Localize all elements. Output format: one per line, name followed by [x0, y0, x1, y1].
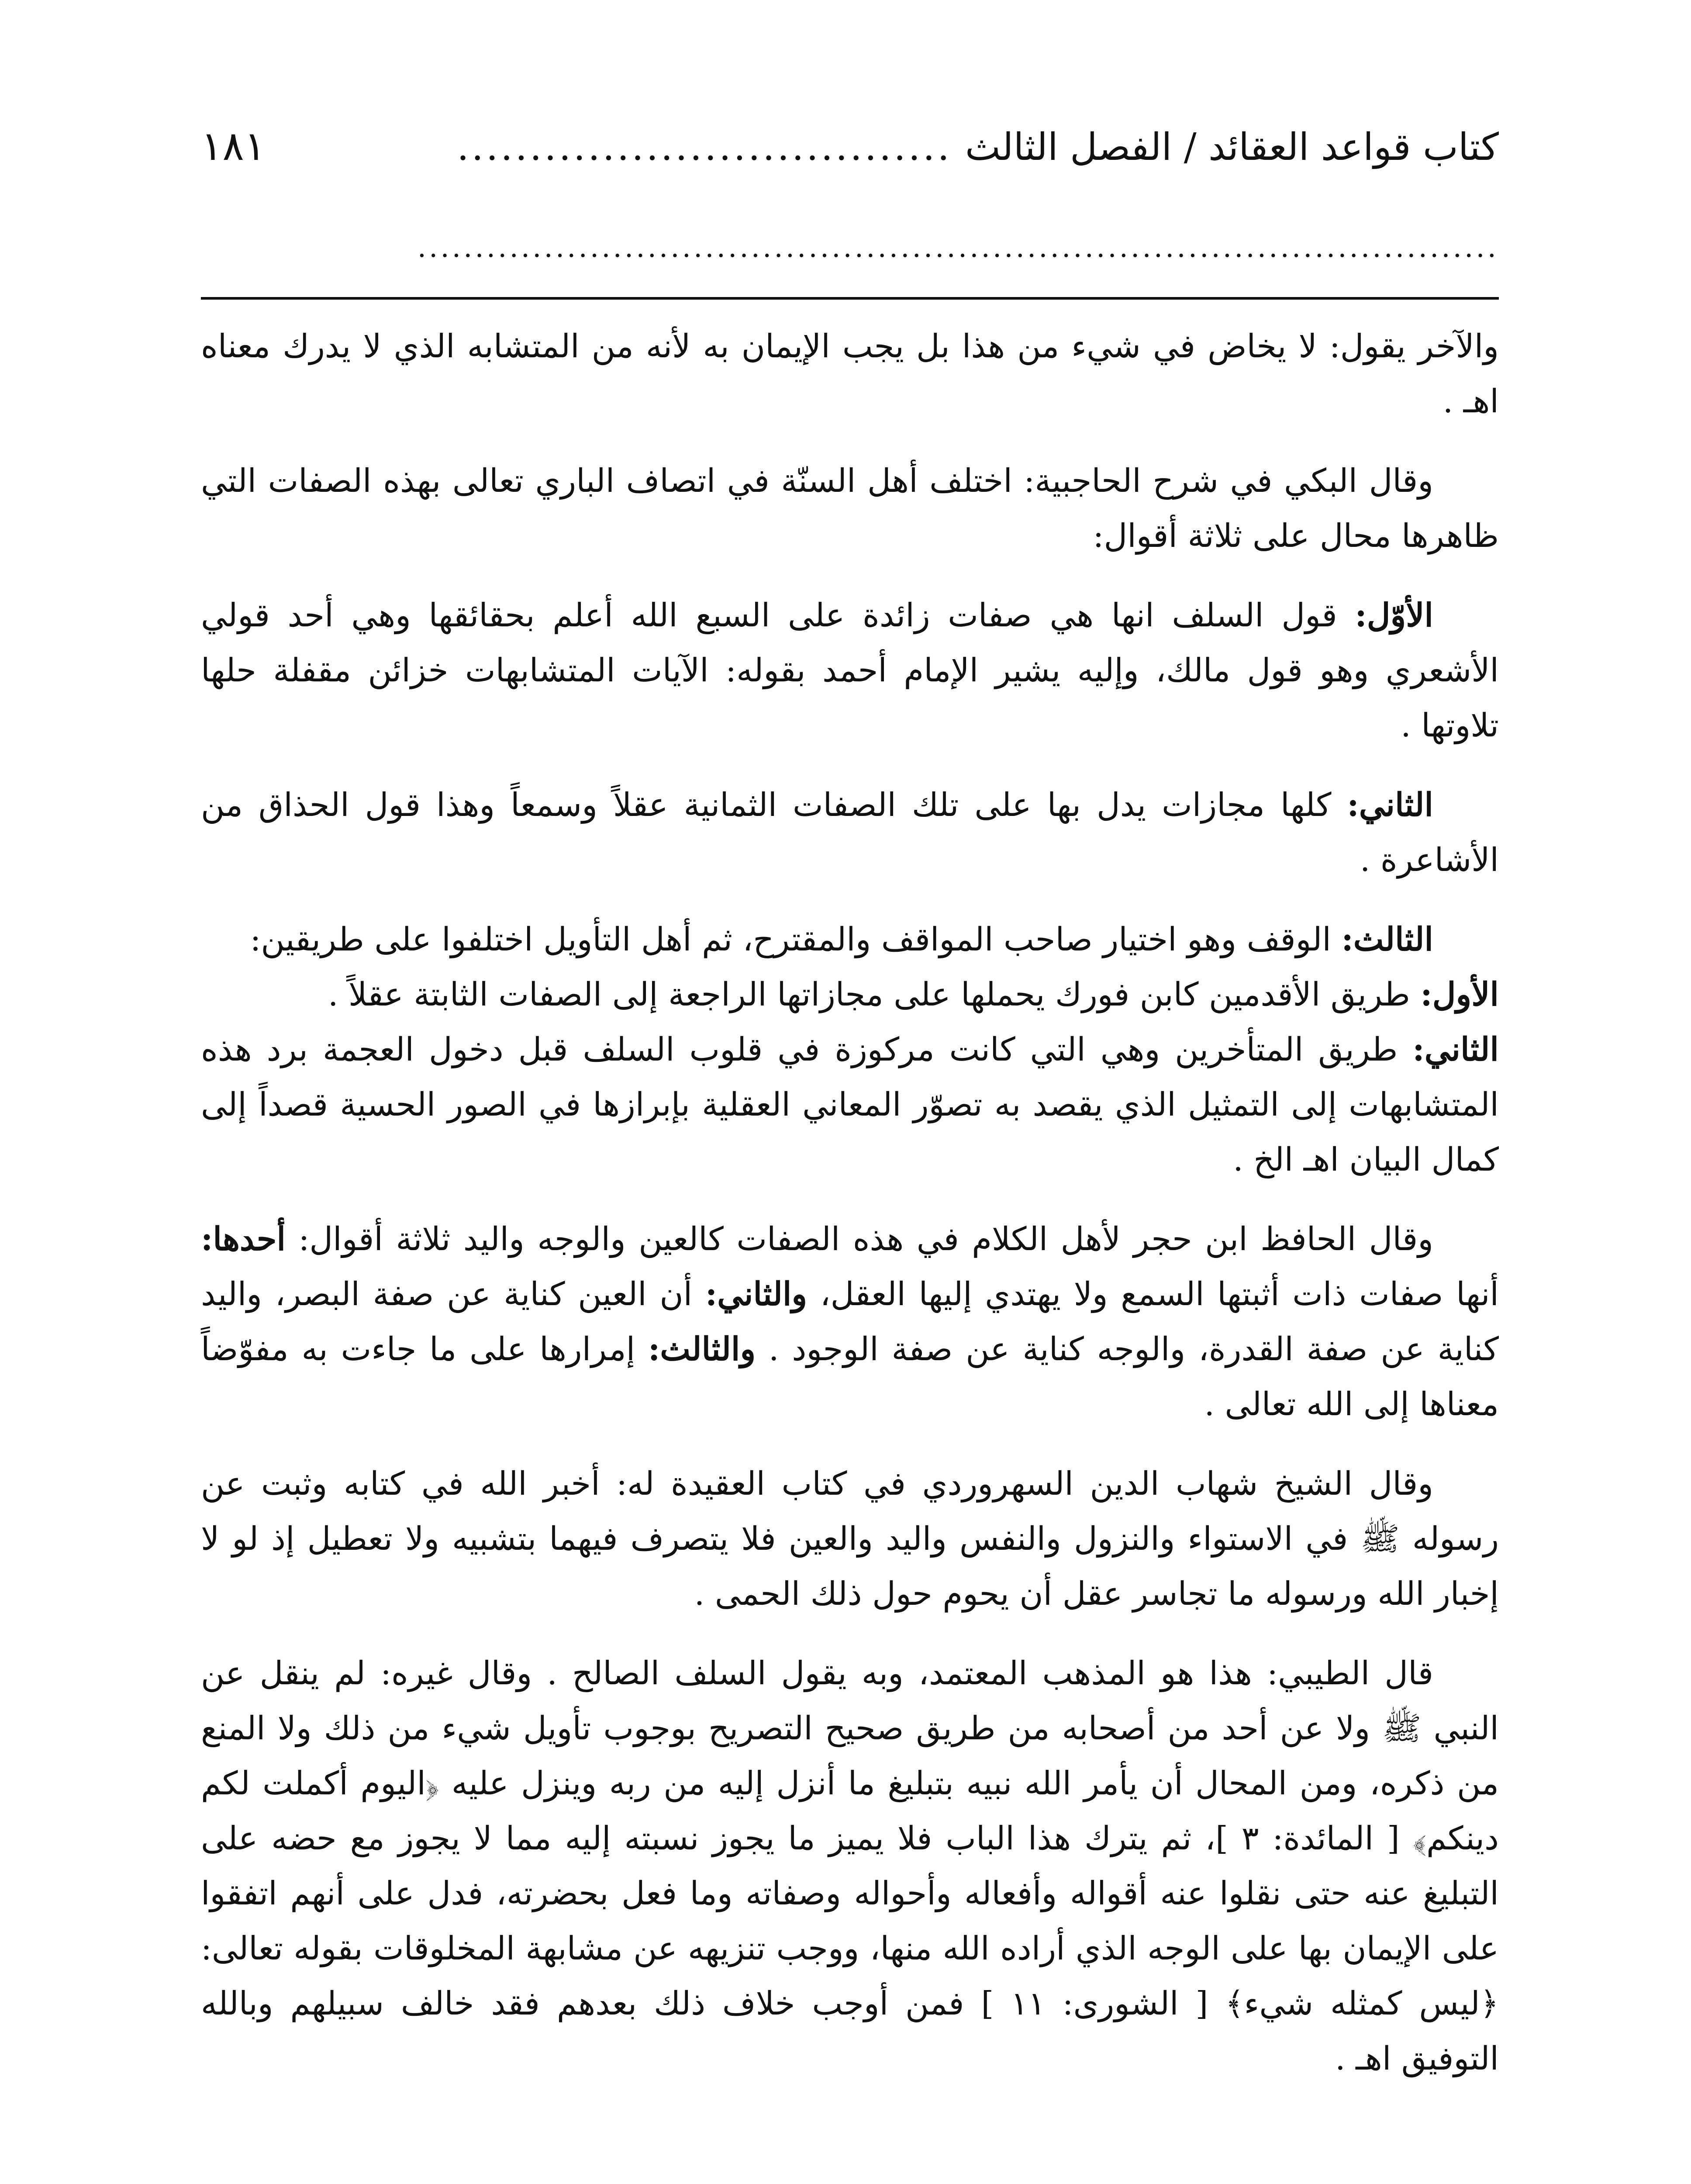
paragraph-8-intro: وقال الحافظ ابن حجر لأهل الكلام في هذه الصفات كالعين والوجه واليد ثلاثة أقوال:	[286, 1220, 1433, 1258]
term-one-of-them: أحدها:	[201, 1220, 286, 1258]
paragraph-5-text: الوقف وهو اختيار صاحب المواقف والمقترح، ثم أهل التأويل اختلفوا على طريقين:	[250, 921, 1342, 958]
paragraph-3-text: قول السلف انها هي صفات زائدة على السبع الله أعلم بحقائقها وهي أحد قولي الأشعري وهو قول مالك، وإليه يشير الإمام أحمد بقوله: الآيات المتشابهات خزائن مقفلة حلها تلاوتها .	[201, 597, 1499, 744]
main-text	[201, 319, 1499, 2111]
term-first-way: الأول:	[1420, 976, 1499, 1013]
paragraph-7	[201, 1022, 1499, 1187]
paragraph-3	[201, 588, 1499, 753]
paragraph-7-text: طريق المتأخرين وهي التي كانت مركوزة في قلوب السلف قبل دخول العجمة برد هذه المتشابهات إلى التمثيل الذي يقصد به تصوّر المعاني العقلية بإبرازها في الصور الحسية قصداً إلى كمال البيان اهـ الخ .	[201, 1031, 1499, 1178]
paragraph-4	[201, 778, 1499, 888]
dotted-separator: ..............................................................................................	[417, 232, 1499, 264]
paragraph-1: والآخر يقول: لا يخاض في شيء من هذا بل يجب الإيمان به لأنه من المتشابه الذي لا يدرك معناه اهـ .	[201, 328, 1499, 420]
dot-leader: ..................................	[457, 125, 952, 169]
header-rule	[201, 297, 1499, 300]
paragraph-8-part-c: أن العين كناية عن صفة البصر، واليد كناية عن صفة القدرة، والوجه كناية عن صفة الوجود .	[201, 1275, 1499, 1368]
paragraph-9: وقال الشيخ شهاب الدين السهروردي في كتاب العقيدة له: أخبر الله في كتابه وثبت عن رسوله ﷺ في الاستواء والنزول والنفس واليد والعين فلا يتصرف فيهما بتشبيه ولا تعطيل إذ لو لا إخبار الله ورسوله ما تجاسر عقل أن يحوم حول ذلك الحمى .	[201, 1465, 1499, 1613]
paragraph-8-part-b: أنها صفات ذات أثبتها السمع ولا يهتدي إليها العقل،	[807, 1275, 1499, 1313]
paragraph-6	[201, 967, 1499, 1022]
term-and-third: والثالث:	[648, 1330, 756, 1368]
term-second-way: الثاني:	[1412, 1031, 1499, 1068]
paragraph-4-text: كلها مجازات يدل بها على تلك الصفات الثمانية عقلاً وسمعاً وهذا قول الحذاق من الأشاعرة .	[201, 786, 1499, 879]
paragraph-6-text: طريق الأقدمين كابن فورك يحملها على مجازاتها الراجعة إلى الصفات الثابتة عقلاً .	[328, 976, 1421, 1013]
page-number: ١٨١	[201, 123, 266, 169]
paragraph-2: وقال البكي في شرح الحاجبية: اختلف أهل السنّة في اتصاف الباري تعالى بهذه الصفات التي ظاهرها محال على ثلاثة أقوال:	[201, 462, 1499, 555]
term-and-second: والثاني:	[705, 1275, 808, 1313]
term-third: الثالث:	[1341, 921, 1433, 958]
running-header	[201, 122, 1499, 170]
paragraph-8-part-d: إمرارها على ما جاءت به مفوّضاً معناها إلى الله تعالى .	[201, 1330, 1499, 1423]
term-second: الثاني:	[1347, 786, 1433, 824]
running-title: كتاب قواعد العقائد / الفصل الثالث	[965, 125, 1499, 169]
paragraph-10: قال الطيبي: هذا هو المذهب المعتمد، وبه يقول السلف الصالح . وقال غيره: لم ينقل عن النبي ﷺ ولا عن أحد من أصحابه من طريق صحيح التصريح بوجوب تأويل شيء من ذلك ولا المنع من ذكره، ومن المحال أن يأمر الله نبيه بتبليغ ما أنزل إليه من ربه وينزل عليه ﴿اليوم أكملت لكم دينكم﴾ [ المائدة: ٣ ]، ثم يترك هذا الباب فلا يميز ما يجوز نسبته إليه مما لا يجوز مع حضه على التبليغ عنه حتى نقلوا عنه أقواله وأفعاله وأحواله وصفاته وما فعل بحضرته، فدل على أنهم اتفقوا على الإيمان بها على الوجه الذي أراده الله منها، ووجب تنزيهه عن مشابهة المخلوقات بقوله تعالى: ﴿ليس كمثله شيء﴾ [ الشورى: ١١ ] فمن أوجب خلاف ذلك بعدهم فقد خالف سبيلهم وبالله التوفيق اهـ .	[201, 1655, 1499, 2077]
paragraph-5	[201, 912, 1499, 967]
paragraph-8	[201, 1212, 1499, 1432]
term-first: الأوّل:	[1355, 597, 1433, 634]
